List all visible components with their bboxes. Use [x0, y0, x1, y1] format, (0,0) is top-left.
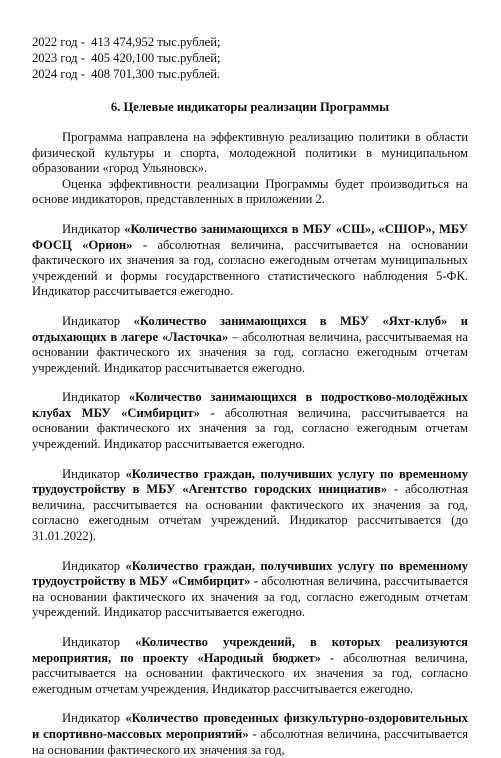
indicator-paragraph [32, 467, 468, 545]
indicator-lead: Индикатор [62, 221, 125, 236]
indicator-description: абсолютная величина, рассчитывается на основании фактического их значения за год, согласно ежегодным отчетам учреждений. Индикатор рассчитывается (до 31.01.2022). [32, 482, 468, 544]
budget-amount: 408 701,300 тыс.рублей. [91, 66, 221, 81]
budget-year: 2022 год - [32, 35, 85, 49]
budget-line-2022 [32, 35, 468, 51]
budget-year: 2023 год - [32, 50, 85, 65]
indicator-lead: Индикатор [62, 466, 126, 481]
budget-line-2024 [32, 67, 468, 83]
indicator-name: «Количество граждан, получивших услугу по временному трудоустройству в МБУ «Симбирцит» - [32, 558, 468, 589]
indicator-paragraph [32, 711, 468, 758]
document-page [32, 35, 468, 758]
budget-line-2023 [32, 51, 468, 67]
indicator-description: абсолютная величина, рассчитывается на основании фактического их значения за год, согласно ежегодным отчетам учреждения. Индикатор рассчитывается ежегодно. [32, 650, 468, 696]
budget-amount: 413 474,952 тыс.рублей; [91, 35, 221, 49]
indicator-paragraph [32, 635, 468, 697]
indicator-name: «Количество проведенных физкультурно-оздоровительных и спортивно-массовых мероприятий» - [32, 711, 468, 741]
indicator-lead: Индикатор [62, 711, 126, 726]
intro-paragraph: Программа направлена на эффективную реализацию политики в области физической культуры и спорта, молодежной политики в муниципальном образовании «город Ульяновск». [32, 129, 468, 176]
indicator-paragraph [32, 390, 468, 452]
indicator-paragraph [32, 314, 468, 376]
indicator-name: «Количество занимающихся в подростково-молодёжных клубах МБУ «Симбирцит» - [32, 390, 468, 420]
indicator-description: абсолютная величина, рассчитывается на основании фактического их значения за год, согласно ежегодным отчетам учреждений. Индикатор рассчитывается ежегодно. [32, 405, 468, 452]
indicator-name: «Количество занимающихся в МБУ «Яхт-клуб» и отдыхающих в лагере «Ласточка» [32, 313, 468, 344]
indicator-name: «Количество занимающихся в МБУ «СШ», «СШОР», МБУ ФОСЦ «Орион» - [32, 221, 468, 252]
indicator-name: «Количество граждан, получивших услугу по временному трудоустройству в МБУ «Агентство городских инициатив» - [32, 466, 468, 497]
intro-paragraph: Оценка эффективности реализации Программы будет производиться на основе индикаторов, представленных в приложении 2. [32, 176, 468, 207]
indicator-description: – абсолютная величина, рассчитываемая на основании фактического их значения за год, согласно ежегодным отчетам учреждений. Индикатор рассчитывается ежегодно. [32, 329, 468, 375]
budget-list [32, 35, 468, 82]
indicator-lead: Индикатор [62, 635, 136, 650]
budget-amount: 405 420,100 тыс.рублей; [91, 50, 221, 65]
indicator-lead: Индикатор [62, 390, 129, 405]
indicator-name: «Количество учреждений, в которых реализуются мероприятия, по проекту «Народный бюджет» - [32, 635, 468, 665]
indicator-description: абсолютная величина, рассчитывается на основании фактического их значения за год, согласно ежегодным отчетам муниципальных учреждений и формы государственного статистического наблюдения 5-ФК. Индикатор рассчитывается ежегодно. [32, 237, 468, 299]
indicator-lead: Индикатор [62, 558, 126, 573]
budget-year: 2024 год - [32, 66, 85, 81]
indicator-description: абсолютная величина, рассчитывается на основании фактического их значения за год, согласно ежегодным отчетам учреждений. Индикатор рассчитывается ежегодно. [32, 574, 468, 620]
indicator-paragraph [32, 559, 468, 621]
indicator-lead: Индикатор [62, 313, 134, 328]
indicator-paragraph [32, 222, 468, 300]
section-title: 6. Целевые индикаторы реализации Программы [110, 100, 390, 115]
indicator-description: абсолютная величина, рассчитывается на основании фактического их значения за год, [32, 726, 468, 757]
